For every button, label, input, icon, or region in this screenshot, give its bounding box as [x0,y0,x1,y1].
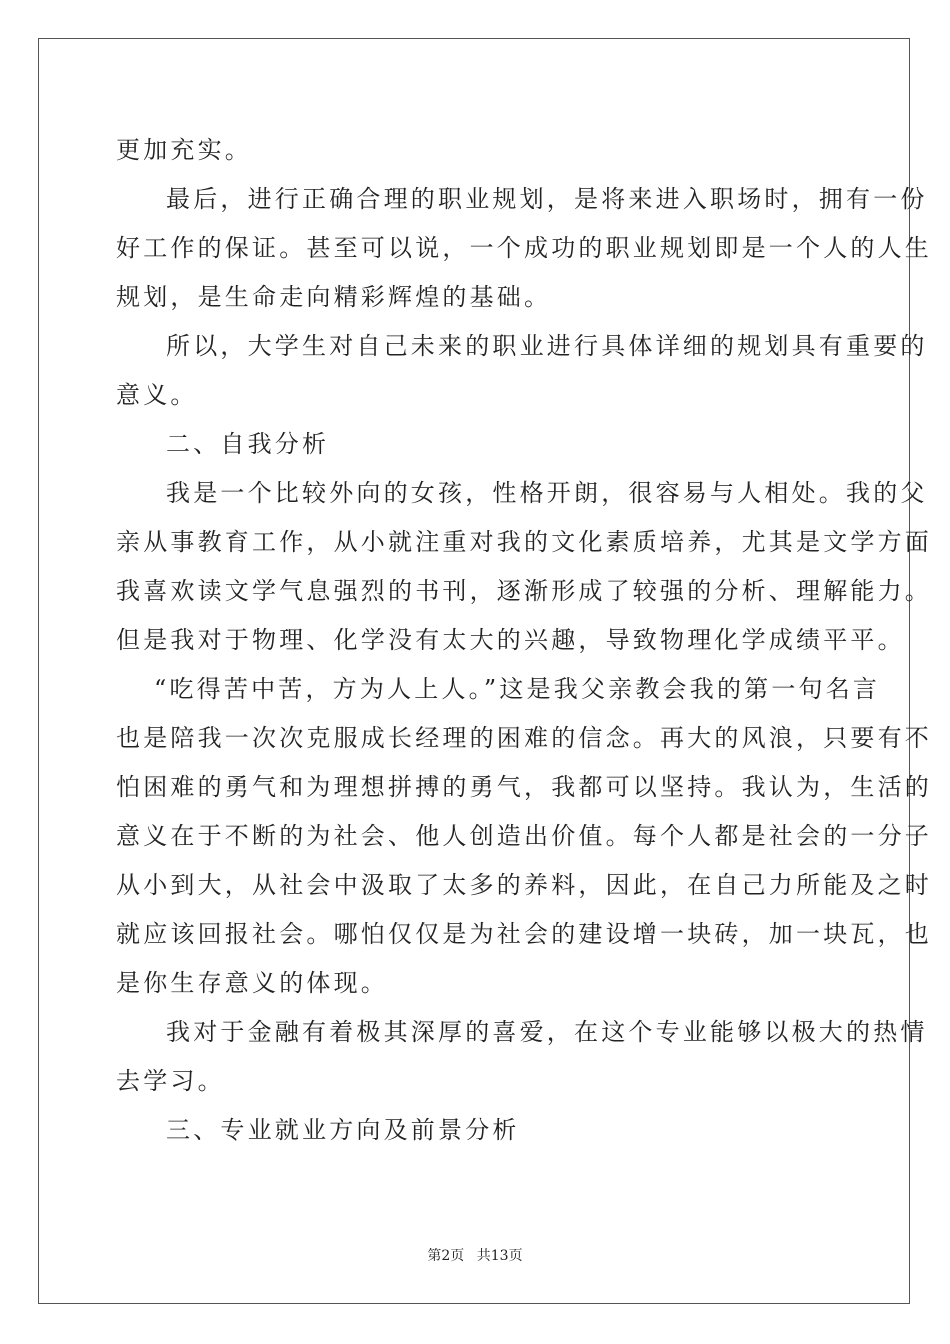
text-line: 但是我对于物理、化学没有太大的兴趣，导致物理化学成绩平平。 [116,626,905,654]
section-heading: 二、自我分析 [166,430,330,458]
text-line: 是你生存意义的体现。 [116,969,388,997]
text-line: 更加充实。 [116,136,252,164]
text-line: 所以，大学生对自己未来的职业进行具体详细的规划具有重要的 [166,332,928,360]
text-line: “吃得苦中苦，方为人上人。”这是我父亲教会我的第一句名言 [154,675,881,703]
text-line: 就应该回报社会。哪怕仅仅是为社会的建设增一块砖，加一块瓦，也 [116,920,932,948]
text-line: 亲从事教育工作，从小就注重对我的文化素质培养，尤其是文学方面 [116,528,932,556]
total-pages: 共13页 [476,1248,523,1264]
text-line: 意义在于不断的为社会、他人创造出价值。每个人都是社会的一分子 [116,822,932,850]
text-line: 也是陪我一次次克服成长经理的困难的信念。再大的风浪，只要有不 [116,724,932,752]
text-line: 我对于金融有着极其深厚的喜爱，在这个专业能够以极大的热情 [166,1018,928,1046]
text-line: 意义。 [116,381,198,409]
text-line: 规划，是生命走向精彩辉煌的基础。 [116,283,552,311]
text-line: 最后，进行正确合理的职业规划，是将来进入职场时，拥有一份 [166,185,928,213]
section-heading: 三、专业就业方向及前景分析 [166,1116,520,1144]
text-line: 好工作的保证。甚至可以说，一个成功的职业规划即是一个人的人生 [116,234,932,262]
document-body [116,126,932,1155]
page-number: 第2页 [427,1248,465,1264]
text-line: 我是一个比较外向的女孩，性格开朗，很容易与人相处。我的父 [166,479,928,507]
text-line: 从小到大，从社会中汲取了太多的养料，因此，在自己力所能及之时 [116,871,932,899]
text-line: 去学习。 [116,1067,225,1095]
text-line: 怕困难的勇气和为理想拼搏的勇气，我都可以坚持。我认为，生活的 [116,773,932,801]
page-footer [0,1245,950,1265]
text-line: 我喜欢读文学气息强烈的书刊，逐渐形成了较强的分析、理解能力。 [116,577,932,605]
